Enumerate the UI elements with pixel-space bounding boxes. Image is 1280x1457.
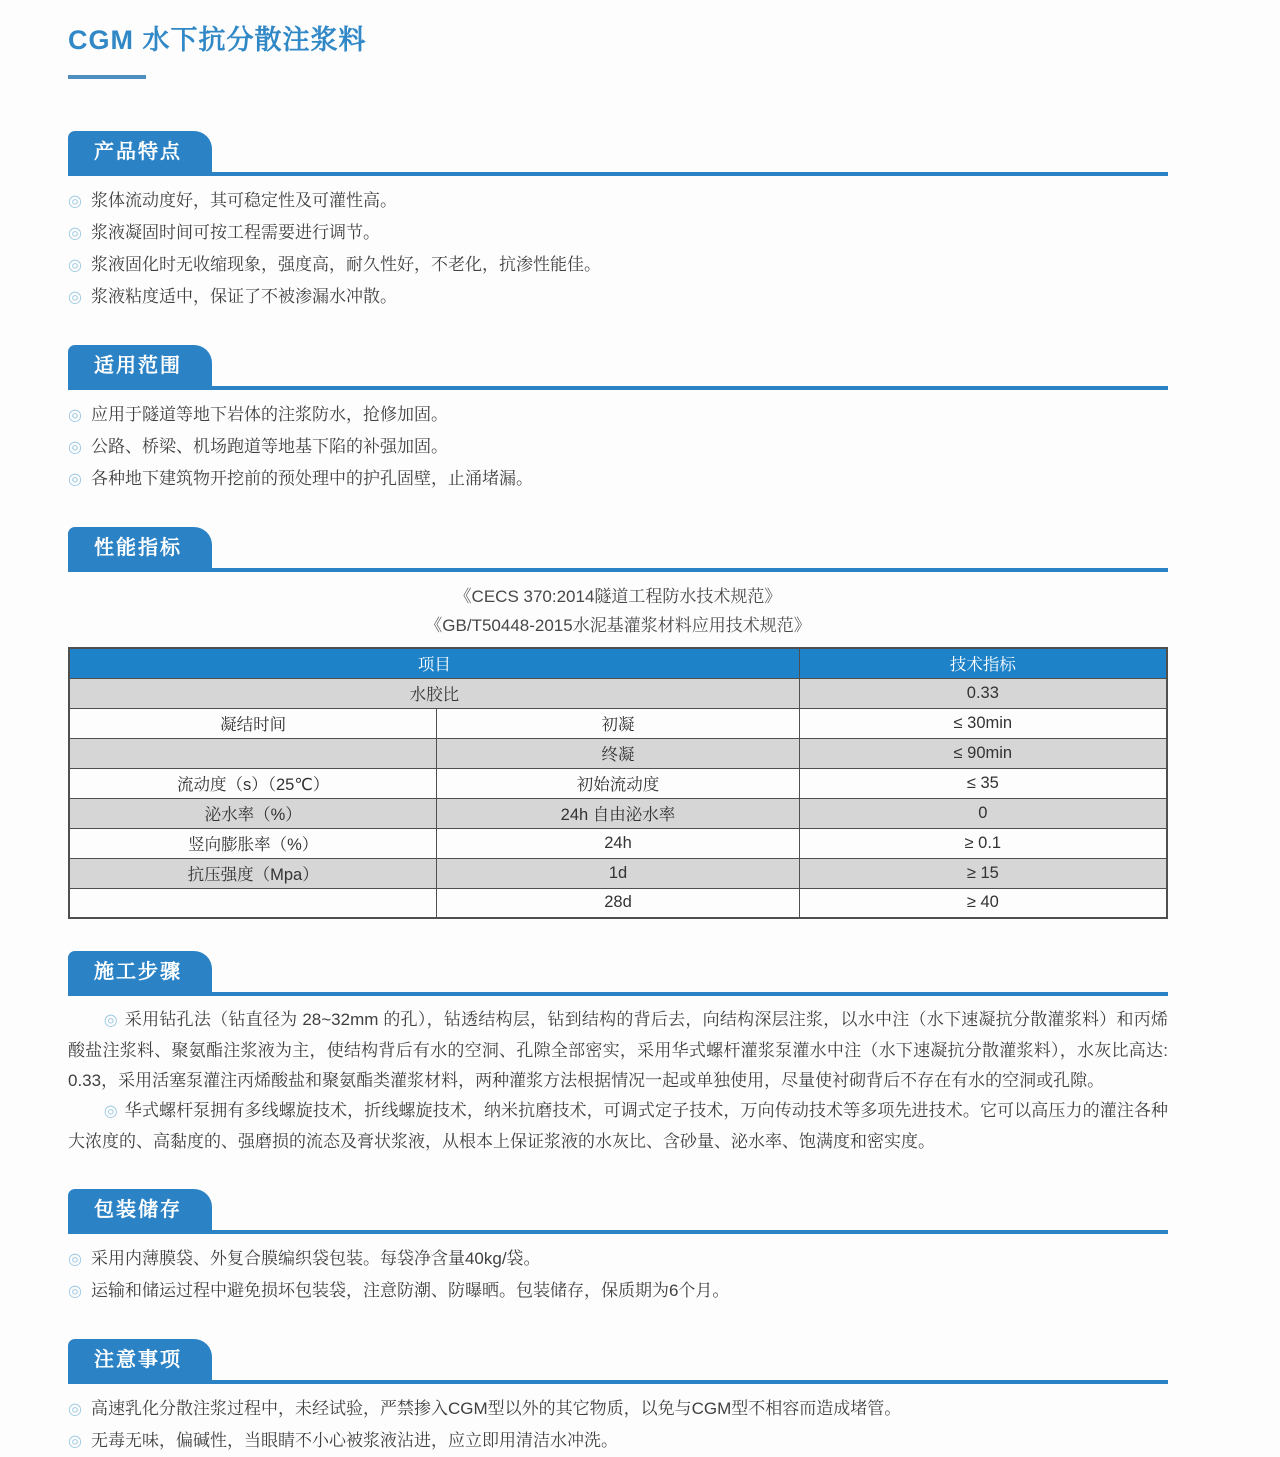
packaging-list — [68, 1243, 1168, 1307]
table-cell: 凝结时间 — [69, 708, 437, 738]
bullseye-icon: ◎ — [103, 1103, 118, 1120]
notes-list — [68, 1393, 1168, 1457]
table-row — [69, 708, 1167, 738]
list-item-text: 公路、桥梁、机场跑道等地基下陷的补强加固。 — [90, 437, 448, 456]
list-item — [68, 1425, 1168, 1457]
bullseye-icon: ◎ — [68, 1251, 82, 1268]
table-cell: 流动度（s）（25℃） — [69, 768, 437, 798]
section-tab-performance: 性能指标 — [68, 527, 212, 568]
features-list — [68, 185, 1168, 313]
bullseye-icon: ◎ — [68, 1433, 82, 1450]
table-header-row — [69, 648, 1167, 678]
standard-reference: 《CECS 370:2014隧道工程防水技术规范》 — [454, 587, 782, 606]
standards-references — [68, 582, 1168, 640]
bullseye-icon: ◎ — [68, 193, 82, 210]
table-cell — [69, 888, 437, 918]
bullseye-icon: ◎ — [68, 225, 82, 242]
table-cell: 0.33 — [799, 678, 1167, 708]
table-cell: ≥ 15 — [799, 858, 1167, 888]
table-row — [69, 858, 1167, 888]
section-performance-indicators — [68, 527, 1168, 919]
section-tab-scope: 适用范围 — [68, 345, 212, 386]
table-row — [69, 828, 1167, 858]
table-cell: 终凝 — [437, 738, 799, 768]
table-row — [69, 888, 1167, 918]
scope-list — [68, 399, 1168, 495]
list-item — [68, 185, 1168, 217]
list-item-text: 浆体流动度好，其可稳定性及可灌性高。 — [90, 191, 397, 210]
table-cell: ≤ 30min — [799, 708, 1167, 738]
list-item — [68, 1243, 1168, 1275]
list-item — [68, 1275, 1168, 1307]
table-cell: ≥ 0.1 — [799, 828, 1167, 858]
table-header-cell: 技术指标 — [799, 648, 1167, 678]
table-row — [69, 768, 1167, 798]
section-tab-construction: 施工步骤 — [68, 951, 212, 992]
table-header-cell: 项目 — [69, 648, 799, 678]
standard-reference: 《GB/T50448-2015水泥基灌浆材料应用技术规范》 — [425, 616, 811, 635]
section-header-rule — [68, 1189, 1168, 1234]
table-cell: 竖向膨胀率（%） — [69, 828, 437, 858]
section-header-rule — [68, 951, 1168, 996]
table-cell: 28d — [437, 888, 799, 918]
list-item-text: 运输和储运过程中避免损坏包装袋，注意防潮、防曝晒。包装储存，保质期为6个月。 — [90, 1281, 730, 1300]
list-item-text: 无毒无味，偏碱性，当眼睛不小心被浆液沾进，应立即用清洁水冲洗。 — [90, 1431, 618, 1450]
section-tab-notes: 注意事项 — [68, 1339, 212, 1380]
list-item — [68, 1393, 1168, 1425]
section-application-scope — [68, 345, 1168, 495]
list-item — [68, 463, 1168, 495]
list-item-text: 应用于隧道等地下岩体的注浆防水，抢修加固。 — [90, 405, 448, 424]
table-cell: 泌水率（%） — [69, 798, 437, 828]
paragraph — [68, 1005, 1168, 1096]
table-row — [69, 678, 1167, 708]
section-product-features — [68, 131, 1168, 313]
list-item — [68, 249, 1168, 281]
paragraph-text: 华式螺杆泵拥有多线螺旋技术，折线螺旋技术，纳米抗磨技术，可调式定子技术，万向传动技术等多项先进技术。它可以高压力的灌注各种大浓度的、高黏度的、强磨损的流态及膏状浆液，从根本上保证浆液的水灰比、含砂量、泌水率、饱满度和密实度。 — [68, 1101, 1169, 1151]
list-item — [68, 217, 1168, 249]
section-tab-packaging: 包装储存 — [68, 1189, 212, 1230]
table-cell: 初凝 — [437, 708, 799, 738]
performance-table — [68, 647, 1168, 919]
page-header — [68, 18, 1168, 79]
bullseye-icon: ◎ — [68, 289, 82, 306]
table-cell: 0 — [799, 798, 1167, 828]
table-row — [69, 738, 1167, 768]
list-item — [68, 399, 1168, 431]
table-row — [69, 798, 1167, 828]
bullseye-icon: ◎ — [68, 257, 82, 274]
bullseye-icon: ◎ — [68, 471, 82, 488]
list-item-text: 浆液凝固时间可按工程需要进行调节。 — [90, 223, 380, 242]
section-header-rule — [68, 527, 1168, 572]
bullseye-icon: ◎ — [103, 1012, 118, 1029]
construction-paragraphs — [68, 1005, 1168, 1157]
bullseye-icon: ◎ — [68, 1401, 82, 1418]
table-cell: 24h 自由泌水率 — [437, 798, 799, 828]
section-tab-features: 产品特点 — [68, 131, 212, 172]
table-cell — [69, 738, 437, 768]
bullseye-icon: ◎ — [68, 439, 82, 456]
list-item-text: 浆液粘度适中，保证了不被渗漏水冲散。 — [90, 287, 397, 306]
section-header-rule — [68, 1339, 1168, 1384]
table-cell: 初始流动度 — [437, 768, 799, 798]
section-header-rule — [68, 345, 1168, 390]
list-item-text: 浆液固化时无收缩现象，强度高，耐久性好，不老化，抗渗性能佳。 — [90, 255, 601, 274]
list-item-text: 采用内薄膜袋、外复合膜编织袋包装。每袋净含量40kg/袋。 — [90, 1249, 541, 1268]
table-cell: ≤ 90min — [799, 738, 1167, 768]
table-cell: ≥ 40 — [799, 888, 1167, 918]
section-header-rule — [68, 131, 1168, 176]
paragraph — [68, 1096, 1168, 1157]
section-construction-steps — [68, 951, 1168, 1157]
list-item-text: 各种地下建筑物开挖前的预处理中的护孔固壁，止涌堵漏。 — [90, 469, 533, 488]
table-cell: 水胶比 — [69, 678, 799, 708]
section-precautions — [68, 1339, 1168, 1457]
list-item — [68, 281, 1168, 313]
table-cell: 抗压强度（Mpa） — [69, 858, 437, 888]
page-title: CGM 水下抗分散注浆料 — [68, 25, 367, 55]
paragraph-text: 采用钻孔法（钻直径为 28~32mm 的孔），钻透结构层，钻到结构的背后去，向结构深层注浆，以水中注（水下速凝抗分散灌浆料）和丙烯酸盐注浆料、聚氨酯注浆液为主，使结构背后有水的空洞、孔隙全部密实，采用华式螺杆灌浆泵灌水中注（水下速凝抗分散灌浆料），水灰比高达: 0.33，采用活塞泵灌注丙烯酸盐和聚氨酯类灌浆材料，两种灌浆方法根据情况一起或单独使用，尽量使衬砌背后不存在有水的空洞或孔隙。 — [68, 1010, 1168, 1090]
list-item-text: 高速乳化分散注浆过程中，未经试验，严禁掺入CGM型以外的其它物质，以免与CGM型不相容而造成堵管。 — [90, 1399, 902, 1418]
bullseye-icon: ◎ — [68, 1283, 82, 1300]
table-cell: 1d — [437, 858, 799, 888]
list-item — [68, 431, 1168, 463]
title-underline — [68, 75, 146, 79]
table-cell: ≤ 35 — [799, 768, 1167, 798]
bullseye-icon: ◎ — [68, 407, 82, 424]
table-cell: 24h — [437, 828, 799, 858]
section-packaging-storage — [68, 1189, 1168, 1307]
